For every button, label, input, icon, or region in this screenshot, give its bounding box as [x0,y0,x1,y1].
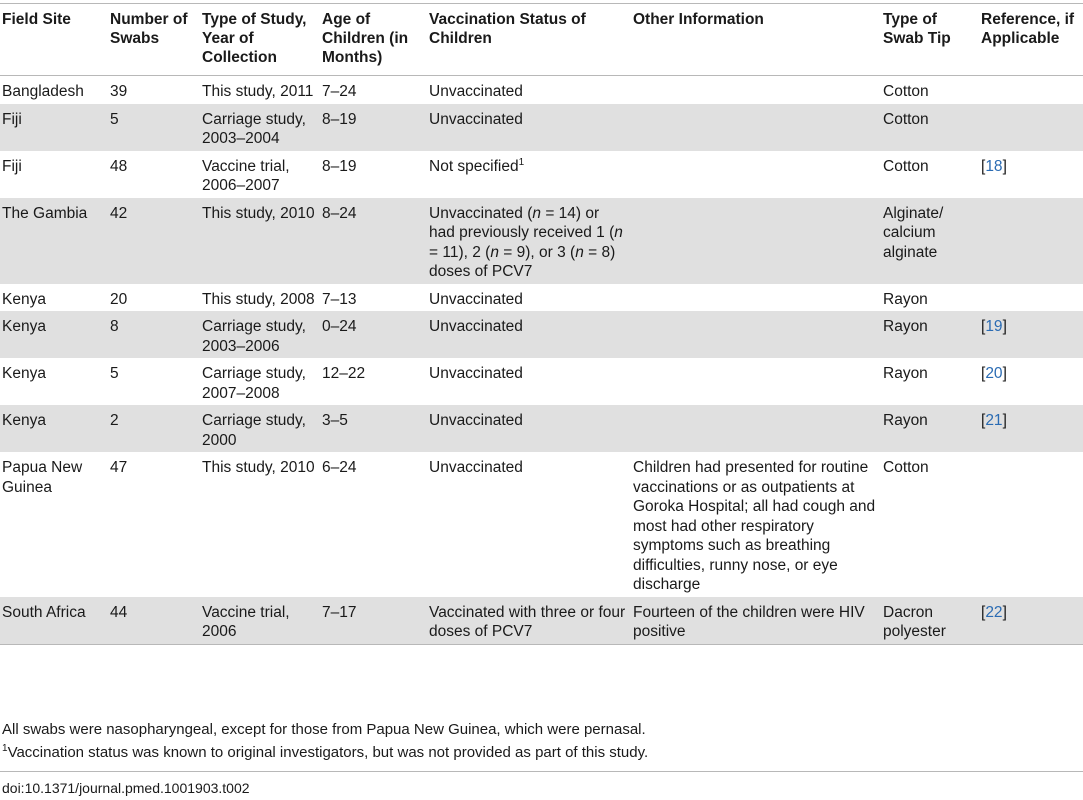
cell-study-type: This study, 2008 [202,290,315,308]
reference-link[interactable]: 18 [985,157,1003,175]
cell-vaccination-status: Unvaccinated [427,405,631,452]
cell-age: 7–17 [320,597,427,645]
table-row [0,311,1083,358]
header-type-of-study: Type of Study, Year of Collection [202,11,307,66]
cell-age: 0–24 [320,311,427,358]
cell-vaccination-status: Unvaccinated [427,311,631,358]
cell-vaccination-status: Not specified$^1$ [429,156,525,175]
cell-swab-tip: Dacron polyester [881,597,979,645]
cell-number-of-swabs: 48 [110,157,128,175]
cell-swab-tip: Cotton [881,104,979,151]
cell-reference [979,452,1083,597]
table-row [0,452,1083,597]
footnote-marker: 1 [518,156,525,168]
cell-study-type: This study, 2010 [200,198,320,284]
cell-field-site: Kenya [2,365,46,382]
cell-number-of-swabs: 47 [110,459,128,476]
cell-age: 7–13 [322,290,357,308]
cell-vaccination-status: Unvaccinated (n = 14) or had previously received 1 (n = 11), 2 (n = 9), or 3 (n = 8) doses of PCV7 [427,198,631,284]
cell-reference [979,76,1083,104]
cell-vaccination-status: Unvaccinated [427,104,631,151]
table-row [0,198,1083,284]
cell-reference: [21] [979,405,1083,452]
cell-age: 8–19 [322,157,357,175]
cell-study-type: Vaccine trial, 2006 [200,597,320,645]
cell-age: 7–24 [322,83,357,100]
cell-field-site: Kenya [2,290,46,308]
cell-age: 12–22 [322,365,366,382]
cell-swab-tip: Alginate/ calcium alginate [881,198,979,284]
cell-swab-tip: Cotton [883,83,929,100]
header-age-of-children: Age of Children (in Months) [322,11,409,66]
table-row [0,76,1083,104]
cell-swab-tip: Rayon [883,365,928,382]
cell-other-information [631,151,881,198]
footnote-general: All swabs were nasopharyngeal, except for those from Papua New Guinea, which were pernasal. [2,721,646,738]
cell-number-of-swabs: 5 [108,104,200,151]
cell-vaccination-status: Unvaccinated [429,459,523,476]
table-row [0,597,1083,645]
cell-reference: [22] [979,597,1083,645]
cell-field-site: Fiji [0,104,108,151]
cell-reference: [20] [981,365,1007,382]
cell-number-of-swabs: 20 [110,290,128,308]
cell-other-information [631,358,881,405]
cell-vaccination-status: Vaccinated with three or four doses of PCV7 [427,597,631,645]
cell-swab-tip: Cotton [883,157,929,175]
reference-link[interactable]: 20 [985,365,1003,382]
cell-study-type: Carriage study, 2003–2004 [200,104,320,151]
cell-field-site: Kenya [0,405,108,452]
cell-field-site: Kenya [0,311,108,358]
footnote-1-marker: 1 [2,743,8,754]
header-other-information: Other Information [633,11,764,28]
cell-swab-tip: Rayon [883,290,928,308]
cell-study-type: Carriage study, 2003–2006 [200,311,320,358]
cell-swab-tip: Rayon [881,405,979,452]
table-row [0,405,1083,452]
cell-reference [979,198,1083,284]
cell-other-information [631,284,881,312]
table-body [0,76,1083,645]
reference-link[interactable]: 19 [985,318,1003,335]
header-vaccination-status: Vaccination Status of Children [429,11,586,47]
cell-other-information: Fourteen of the children were HIV positive [631,597,881,645]
cell-other-information [631,405,881,452]
table-row [0,358,1083,405]
cell-reference [979,104,1083,151]
table-row [0,151,1083,198]
cell-number-of-swabs: 5 [110,365,119,382]
cell-number-of-swabs: 44 [108,597,200,645]
cell-study-type: This study, 2011 [202,83,314,100]
cell-number-of-swabs: 2 [108,405,200,452]
reference-link[interactable]: 21 [985,412,1003,429]
cell-other-information [631,198,881,284]
cell-other-information: Children had presented for routine vaccinations or as outpatients at Goroka Hospital; all had cough and most had other respiratory symptoms such as breathing difficulties, runny nose, or eye discharge [633,459,876,593]
cell-other-information [631,104,881,151]
header-field-site: Field Site [2,11,71,28]
cell-number-of-swabs: 39 [110,83,128,100]
footnote-1-text: Vaccination status was known to original investigators, but was not provided as part of this study. [7,744,649,761]
cell-field-site: South Africa [0,597,108,645]
cell-study-type: Carriage study, 2000 [200,405,320,452]
cell-number-of-swabs: 8 [108,311,200,358]
reference-link[interactable]: 22 [985,603,1003,621]
table-header-row [0,4,1083,76]
doi-label: doi:10.1371/journal.pmed.1001903.t002 [2,780,250,796]
cell-age: 6–24 [322,459,357,476]
header-number-of-swabs: Number of Swabs [110,11,188,47]
cell-age: 8–19 [320,104,427,151]
header-type-of-swab-tip: Type of Swab Tip [883,11,951,47]
cell-field-site: Papua New Guinea [2,459,83,496]
swab-table [0,3,1083,645]
divider [0,771,1083,772]
cell-age: 8–24 [320,198,427,284]
cell-swab-tip: Cotton [883,459,929,476]
footnote-1 [2,743,648,762]
cell-study-type: This study, 2010 [202,459,315,476]
cell-study-type: Vaccine trial, 2006–2007 [202,157,290,194]
cell-field-site: The Gambia [0,198,108,284]
cell-vaccination-status: Unvaccinated [429,365,523,382]
header-reference: Reference, if Applicable [981,11,1075,47]
cell-vaccination-status: Unvaccinated [429,290,523,308]
cell-swab-tip: Rayon [881,311,979,358]
cell-reference: [19] [979,311,1083,358]
cell-other-information [631,311,881,358]
cell-field-site: Bangladesh [2,83,84,100]
cell-reference: [18] [981,157,1007,175]
cell-reference [979,284,1083,312]
table-row [0,104,1083,151]
cell-other-information [631,76,881,104]
cell-study-type: Carriage study, 2007–2008 [202,365,306,402]
table-row [0,284,1083,312]
cell-number-of-swabs: 42 [108,198,200,284]
cell-age: 3–5 [320,405,427,452]
cell-field-site: Fiji [2,157,22,175]
cell-vaccination-status: Unvaccinated [429,83,523,100]
